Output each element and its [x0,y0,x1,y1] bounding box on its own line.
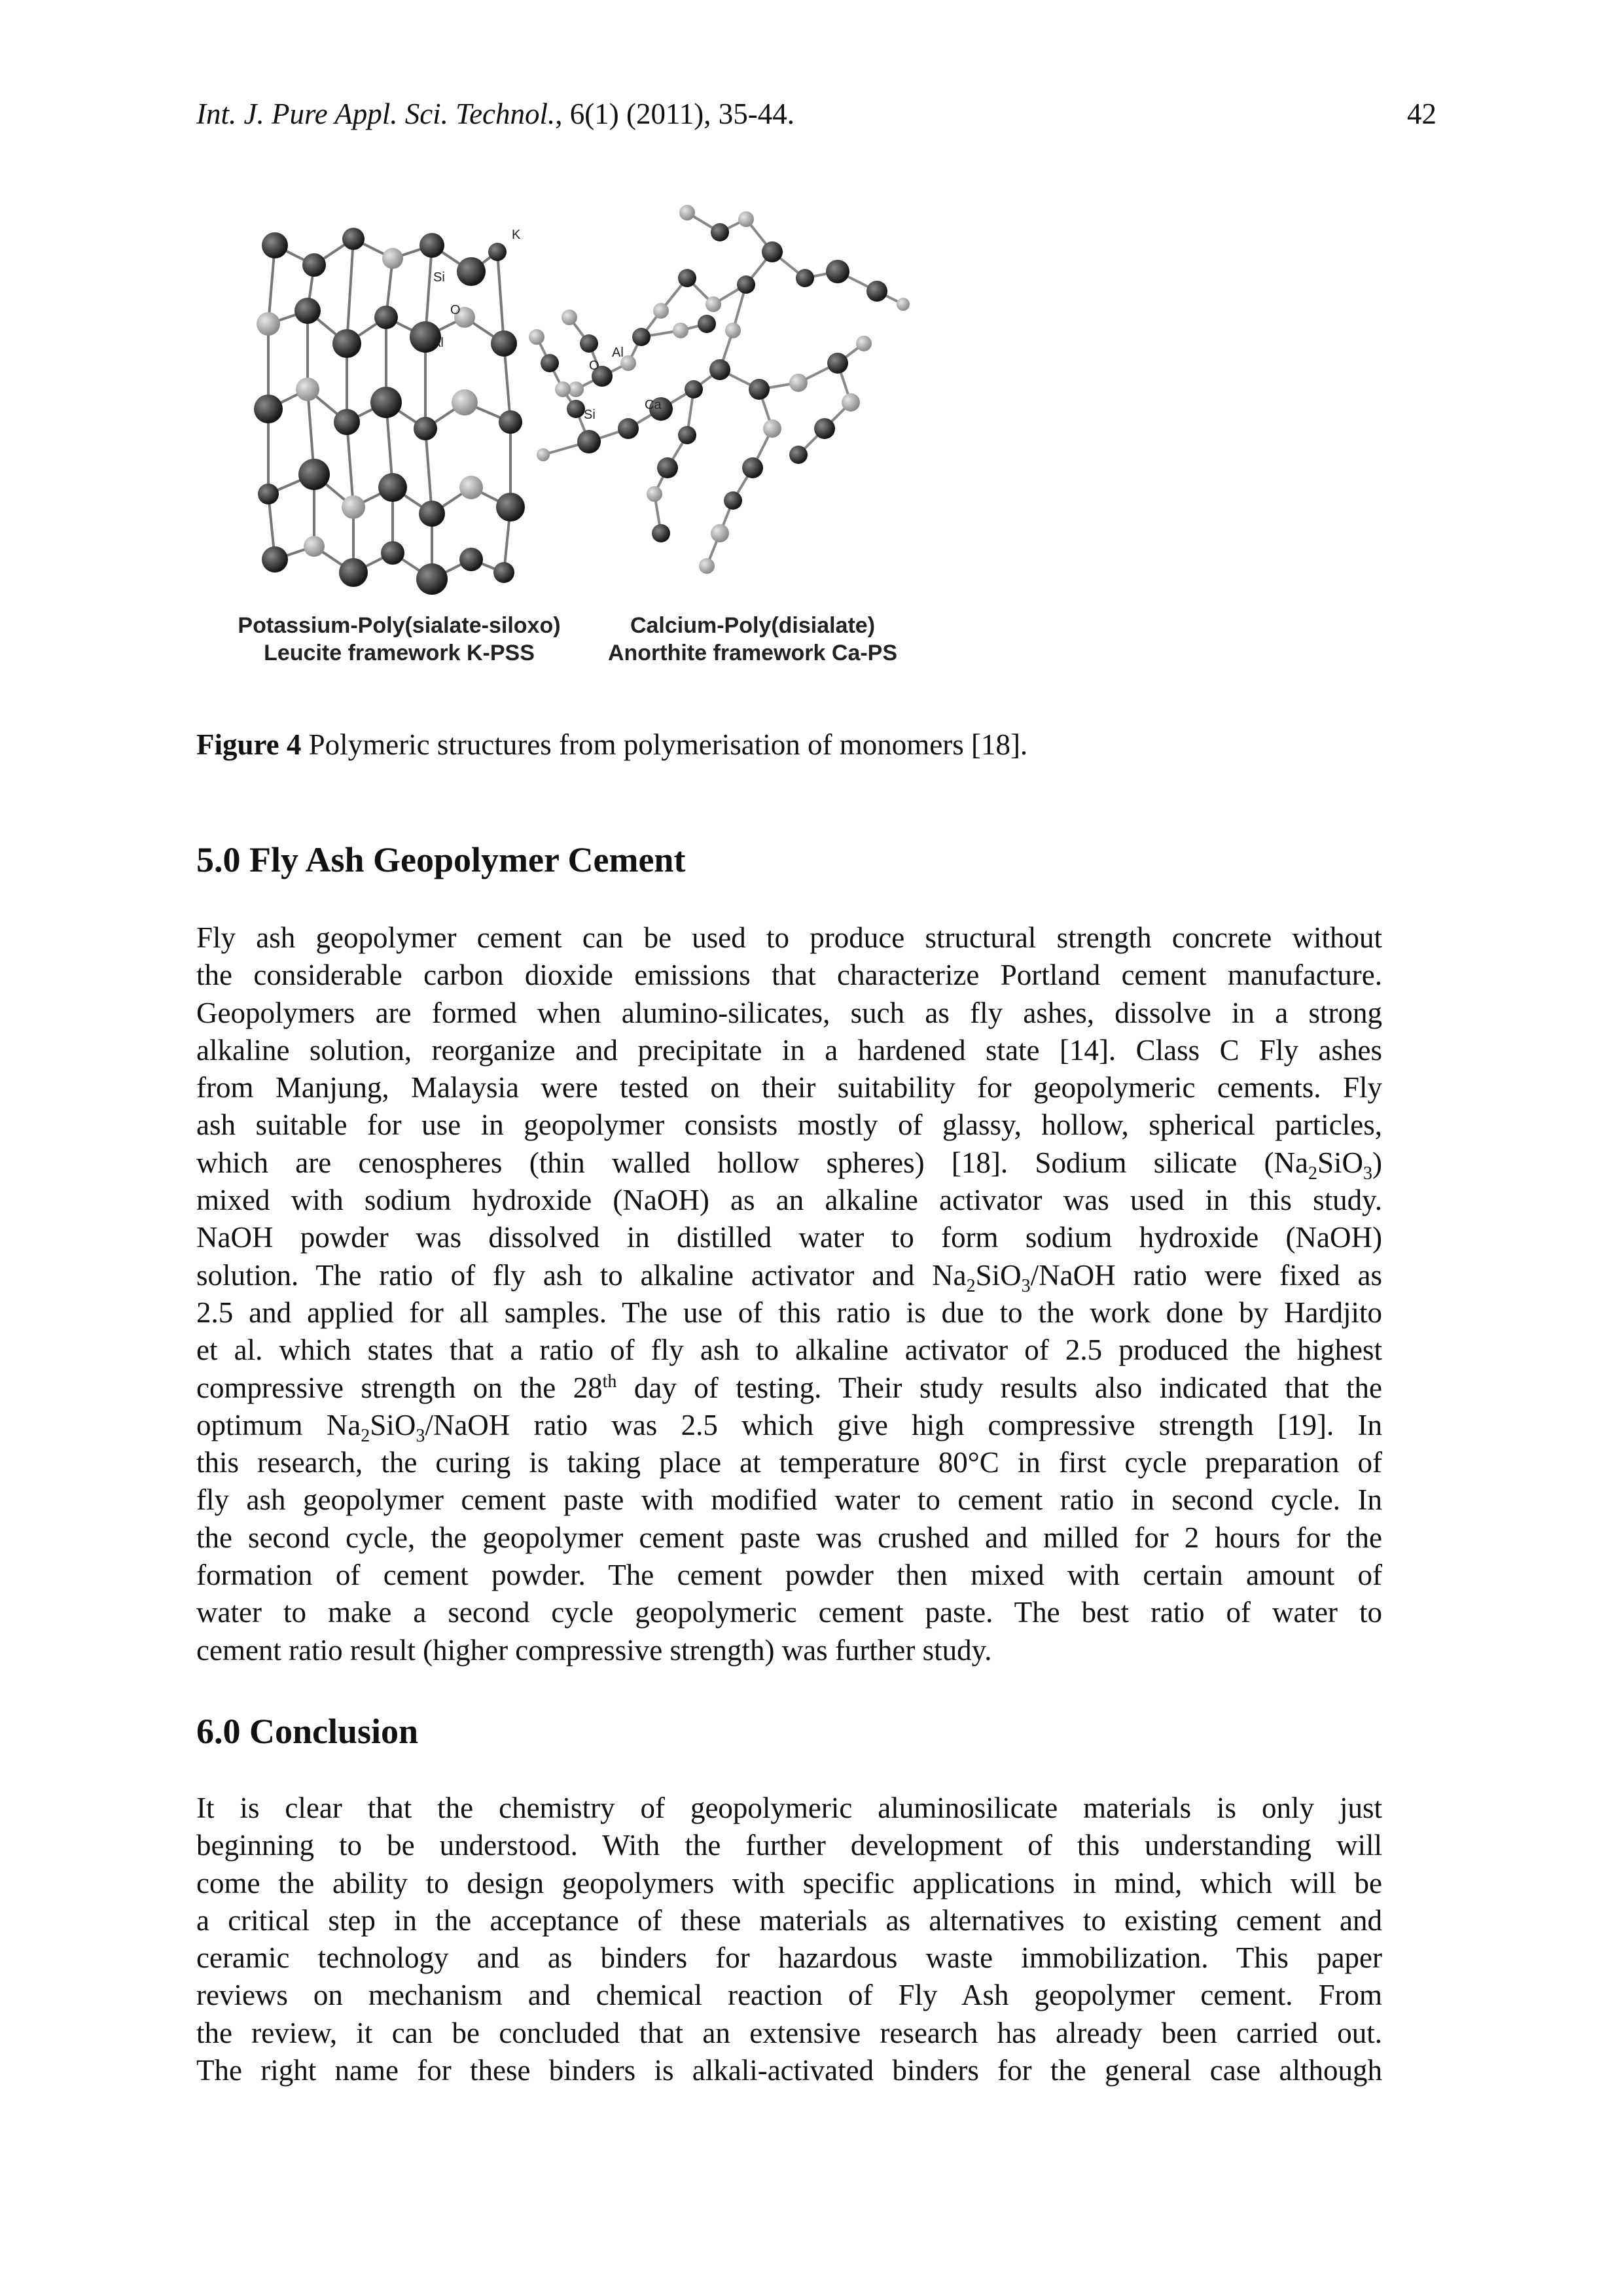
anorthite-atoms [529,205,910,574]
right-label-line-2: Anorthite framework Ca-PS [607,641,898,665]
text-line: ceramic technology and as binders for hazardous waste immobilization. This paper [196,1941,1382,1975]
text-line: cement ratio result (higher compressive strength) was further study. [196,1633,992,1667]
text-line: alkaline solution, reorganize and precipitate in a hardened state [14]. Class C Fly ashes [196,1033,1382,1067]
text-line: formation of cement powder. The cement powder then mixed with certain amount of [196,1559,1382,1592]
section-6-heading: 6.0 Conclusion [196,1712,419,1751]
text-line: water to make a second cycle geopolymeric cement paste. The best ratio of water to [196,1596,1382,1629]
text-line: reviews on mechanism and chemical reaction of Fly Ash geopolymer cement. From [196,1979,1382,2012]
left-label-line-1: Potassium-Poly(sialate-siloxo) [238,613,561,638]
journal-citation: , 6(1) (2011), 35-44. [555,97,795,130]
right-structure-label [576,612,929,667]
text-line: Fly ash geopolymer cement can be used to produce structural strength concrete without [196,921,1382,954]
text-line: a critical step in the acceptance of these materials as alternatives to existing cement and [196,1903,1382,1937]
left-label-line-2: Leucite framework K-PSS [264,641,535,665]
atom-label-al: Al [432,336,444,350]
section-5-paragraph [196,919,1382,1669]
atom-label-si-right: Si [584,408,596,422]
page-number: 42 [1407,97,1436,130]
text-line: come the ability to design geopolymers with specific applications in mind, which will be [196,1866,1382,1899]
text-line: solution. The ratio of fly ash to alkaline activator and $Na_2SiO_3$/NaOH ratio were fixed as [196,1258,1382,1296]
molecular-structures-image [236,193,923,605]
text-line: 2.5 and applied for all samples. The use of this ratio is due to the work done by Hardjito [196,1296,1382,1329]
figure-4 [236,193,923,677]
atom-label-k: K [512,228,521,242]
text-line: the considerable carbon dioxide emissions that characterize Portland cement manufacture. [196,959,1382,992]
text-line: optimum $Na_2SiO_3$/NaOH ratio was 2.5 which give high compressive strength [19]. In [196,1408,1382,1446]
text-line: this research, the curing is taking place at temperature 80°C in first cycle preparation of [196,1446,1382,1479]
text-line: compressive strength on the 28th day of testing. Their study results also indicated that the [196,1371,1382,1404]
right-label-line-1: Calcium-Poly(disialate) [630,613,876,638]
text-line: beginning to be understood. With the further development of this understanding will [196,1829,1382,1862]
text-line: from Manjung, Malaysia were tested on their suitability for geopolymeric cements. Fly [196,1071,1382,1104]
text-line: ash suitable for use in geopolymer consists mostly of glassy, hollow, spherical particles, [196,1108,1382,1142]
text-line: NaOH powder was dissolved in distilled water to form sodium hydroxide (NaOH) [196,1221,1382,1254]
atom-label-o-right: O [589,359,599,373]
figure-caption-label: Figure 4 [196,728,302,761]
atom-label-al-right: Al [612,345,624,360]
text-line: The right name for these binders is alkali-activated binders for the general case although [196,2054,1382,2087]
text-line: fly ash geopolymer cement paste with modified water to cement ratio in second cycle. In [196,1483,1382,1517]
running-header [196,97,1436,131]
text-line: mixed with sodium hydroxide (NaOH) as an alkaline activator was used in this study. [196,1184,1382,1217]
text-line: Geopolymers are formed when alumino-silicates, such as fly ashes, dissolve in a strong [196,996,1382,1029]
text-line: et al. which states that a ratio of fly ash to alkaline activator of 2.5 produced the highest [196,1333,1382,1367]
journal-name: Int. J. Pure Appl. Sci. Technol. [196,97,556,130]
section-6-paragraph [196,1790,1382,2089]
atom-label-ca: Ca [645,398,662,412]
text-line: the review, it can be concluded that an extensive research has already been carried out. [196,2016,1382,2049]
text-line: It is clear that the chemistry of geopolymeric aluminosilicate materials is only just [196,1792,1382,1824]
text-line: the second cycle, the geopolymer cement paste was crushed and milled for 2 hours for the [196,1521,1382,1554]
text-line: which are cenospheres (thin walled hollow spheres) [18]. Sodium silicate $(Na_2SiO_3)$ [196,1146,1382,1184]
atom-label-o: O [450,303,461,317]
anorthite-framework-structure [537,213,903,566]
left-structure-label [236,612,563,667]
figure-caption [196,728,1427,762]
atom-label-si: Si [433,270,445,285]
figure-caption-text: Polymeric structures from polymerisation of monomers [18]. [301,728,1028,761]
section-5-heading: 5.0 Fly Ash Geopolymer Cement [196,840,686,879]
